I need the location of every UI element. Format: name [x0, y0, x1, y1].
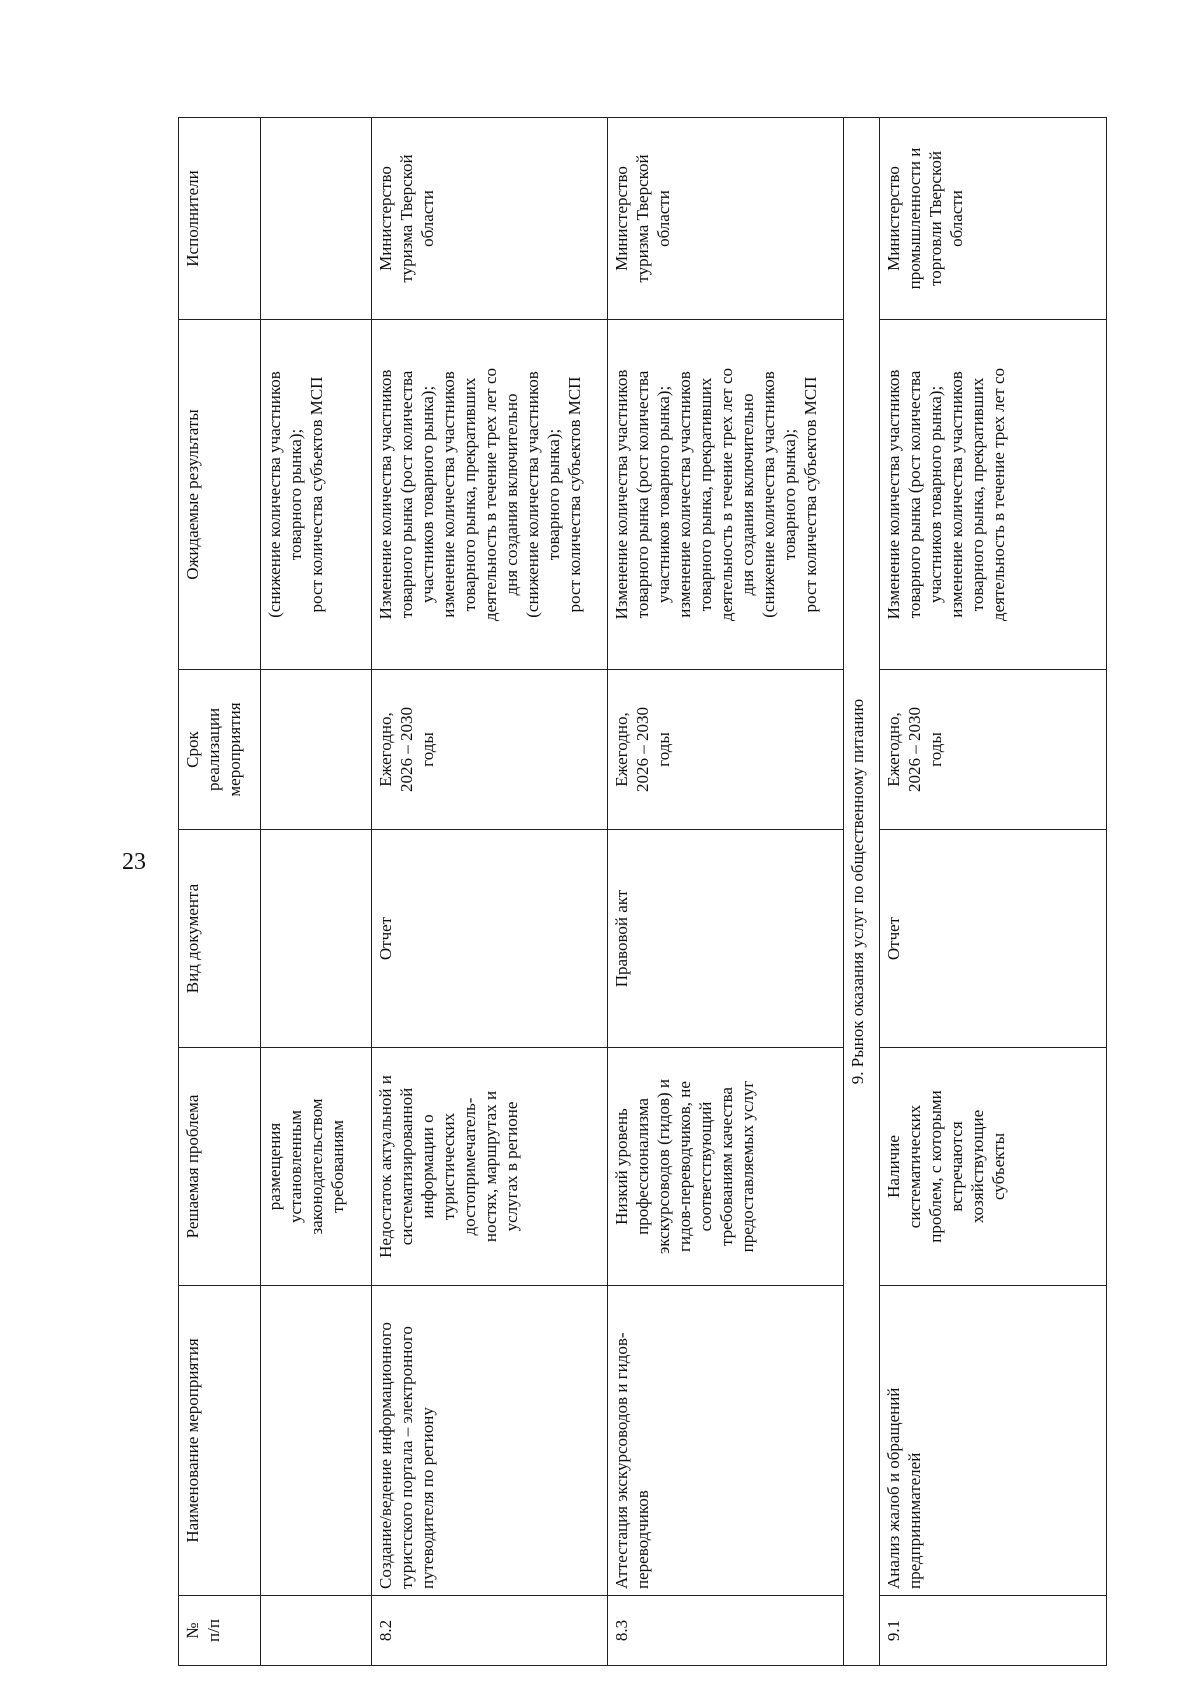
cell-num: 8.2 [372, 1596, 608, 1666]
cell-result: Изменение количества участников товарного рынка (рост количества участников товарного рынка); изменение количества участников товарного рынка, прекративших деятельность в течение трех лет со дня создания включительно (снижение количества участников товарного рынка); рост количества субъектов МСП [372, 320, 608, 670]
cell-executor: Министерство туризма Тверской области [372, 118, 608, 320]
cell-term [261, 670, 372, 830]
cell-num: 8.3 [608, 1596, 844, 1666]
cell-doc: Правовой акт [608, 830, 844, 1048]
cell-doc: Отчет [372, 830, 608, 1048]
cell-doc: Отчет [880, 830, 1107, 1048]
table-row [372, 118, 608, 1666]
cell-problem: размещения установленным законодательством требованиям [261, 1048, 372, 1286]
cell-name [261, 1286, 372, 1596]
header-problem: Решаемая проблема [179, 1048, 261, 1286]
header-result: Ожидаемые результаты [179, 320, 261, 670]
section-title: 9. Рынок оказания услуг по общественному питанию [844, 118, 880, 1666]
cell-name: Аттестация экскурсоводов и гидов- переводчиков [608, 1286, 844, 1596]
table-row [261, 118, 372, 1666]
cell-num [261, 1596, 372, 1666]
cell-problem: Недостаток актуальной и систематизированной информации о туристических достопримечатель- ностях, маршрутах и услугах в регионе [372, 1048, 608, 1286]
cell-problem: Наличие систематических проблем, с которыми встречаются хозяйствующие субъекты [880, 1048, 1107, 1286]
cell-term: Ежегодно, 2026 – 2030 годы [880, 670, 1107, 830]
header-num: № п/п [179, 1596, 261, 1666]
rotated-table-sheet [178, 118, 1106, 1666]
cell-result: Изменение количества участников товарного рынка (рост количества участников товарного рынка); изменение количества участников товарного рынка, прекративших деятельность в течение трех лет со [880, 320, 1107, 670]
cell-result: (снижение количества участников товарного рынка); рост количества субъектов МСП [261, 320, 372, 670]
cell-num: 9.1 [880, 1596, 1107, 1666]
header-name: Наименование мероприятия [179, 1286, 261, 1596]
measures-table [178, 117, 1107, 1666]
cell-term: Ежегодно, 2026 – 2030 годы [608, 670, 844, 830]
section-row [844, 118, 880, 1666]
cell-term: Ежегодно, 2026 – 2030 годы [372, 670, 608, 830]
cell-problem: Низкий уровень профессионализма экскурсоводов (гидов) и гидов-переводчиков, не соответствующий требованиям качества предоставляемых услуг [608, 1048, 844, 1286]
table-row [880, 118, 1107, 1666]
cell-result: Изменение количества участников товарного рынка (рост количества участников товарного рынка); изменение количества участников товарного рынка, прекративших деятельность в течение трех лет со дня создания включительно (снижение количества участников товарного рынка); рост количества субъектов МСП [608, 320, 844, 670]
page-number: 23 [122, 849, 146, 875]
cell-doc [261, 830, 372, 1048]
cell-executor [261, 118, 372, 320]
table-row [608, 118, 844, 1666]
cell-executor: Министерство туризма Тверской области [608, 118, 844, 320]
cell-name: Анализ жалоб и обращений предпринимателей [880, 1286, 1107, 1596]
cell-name: Создание/ведение информационного туристского портала – электронного путеводителя по региону [372, 1286, 608, 1596]
header-row [179, 118, 261, 1666]
header-term: Срок реализации мероприятия [179, 670, 261, 830]
cell-executor: Министерство промышленности и торговли Тверской области [880, 118, 1107, 320]
header-doc: Вид документа [179, 830, 261, 1048]
header-executor: Исполнители [179, 118, 261, 320]
